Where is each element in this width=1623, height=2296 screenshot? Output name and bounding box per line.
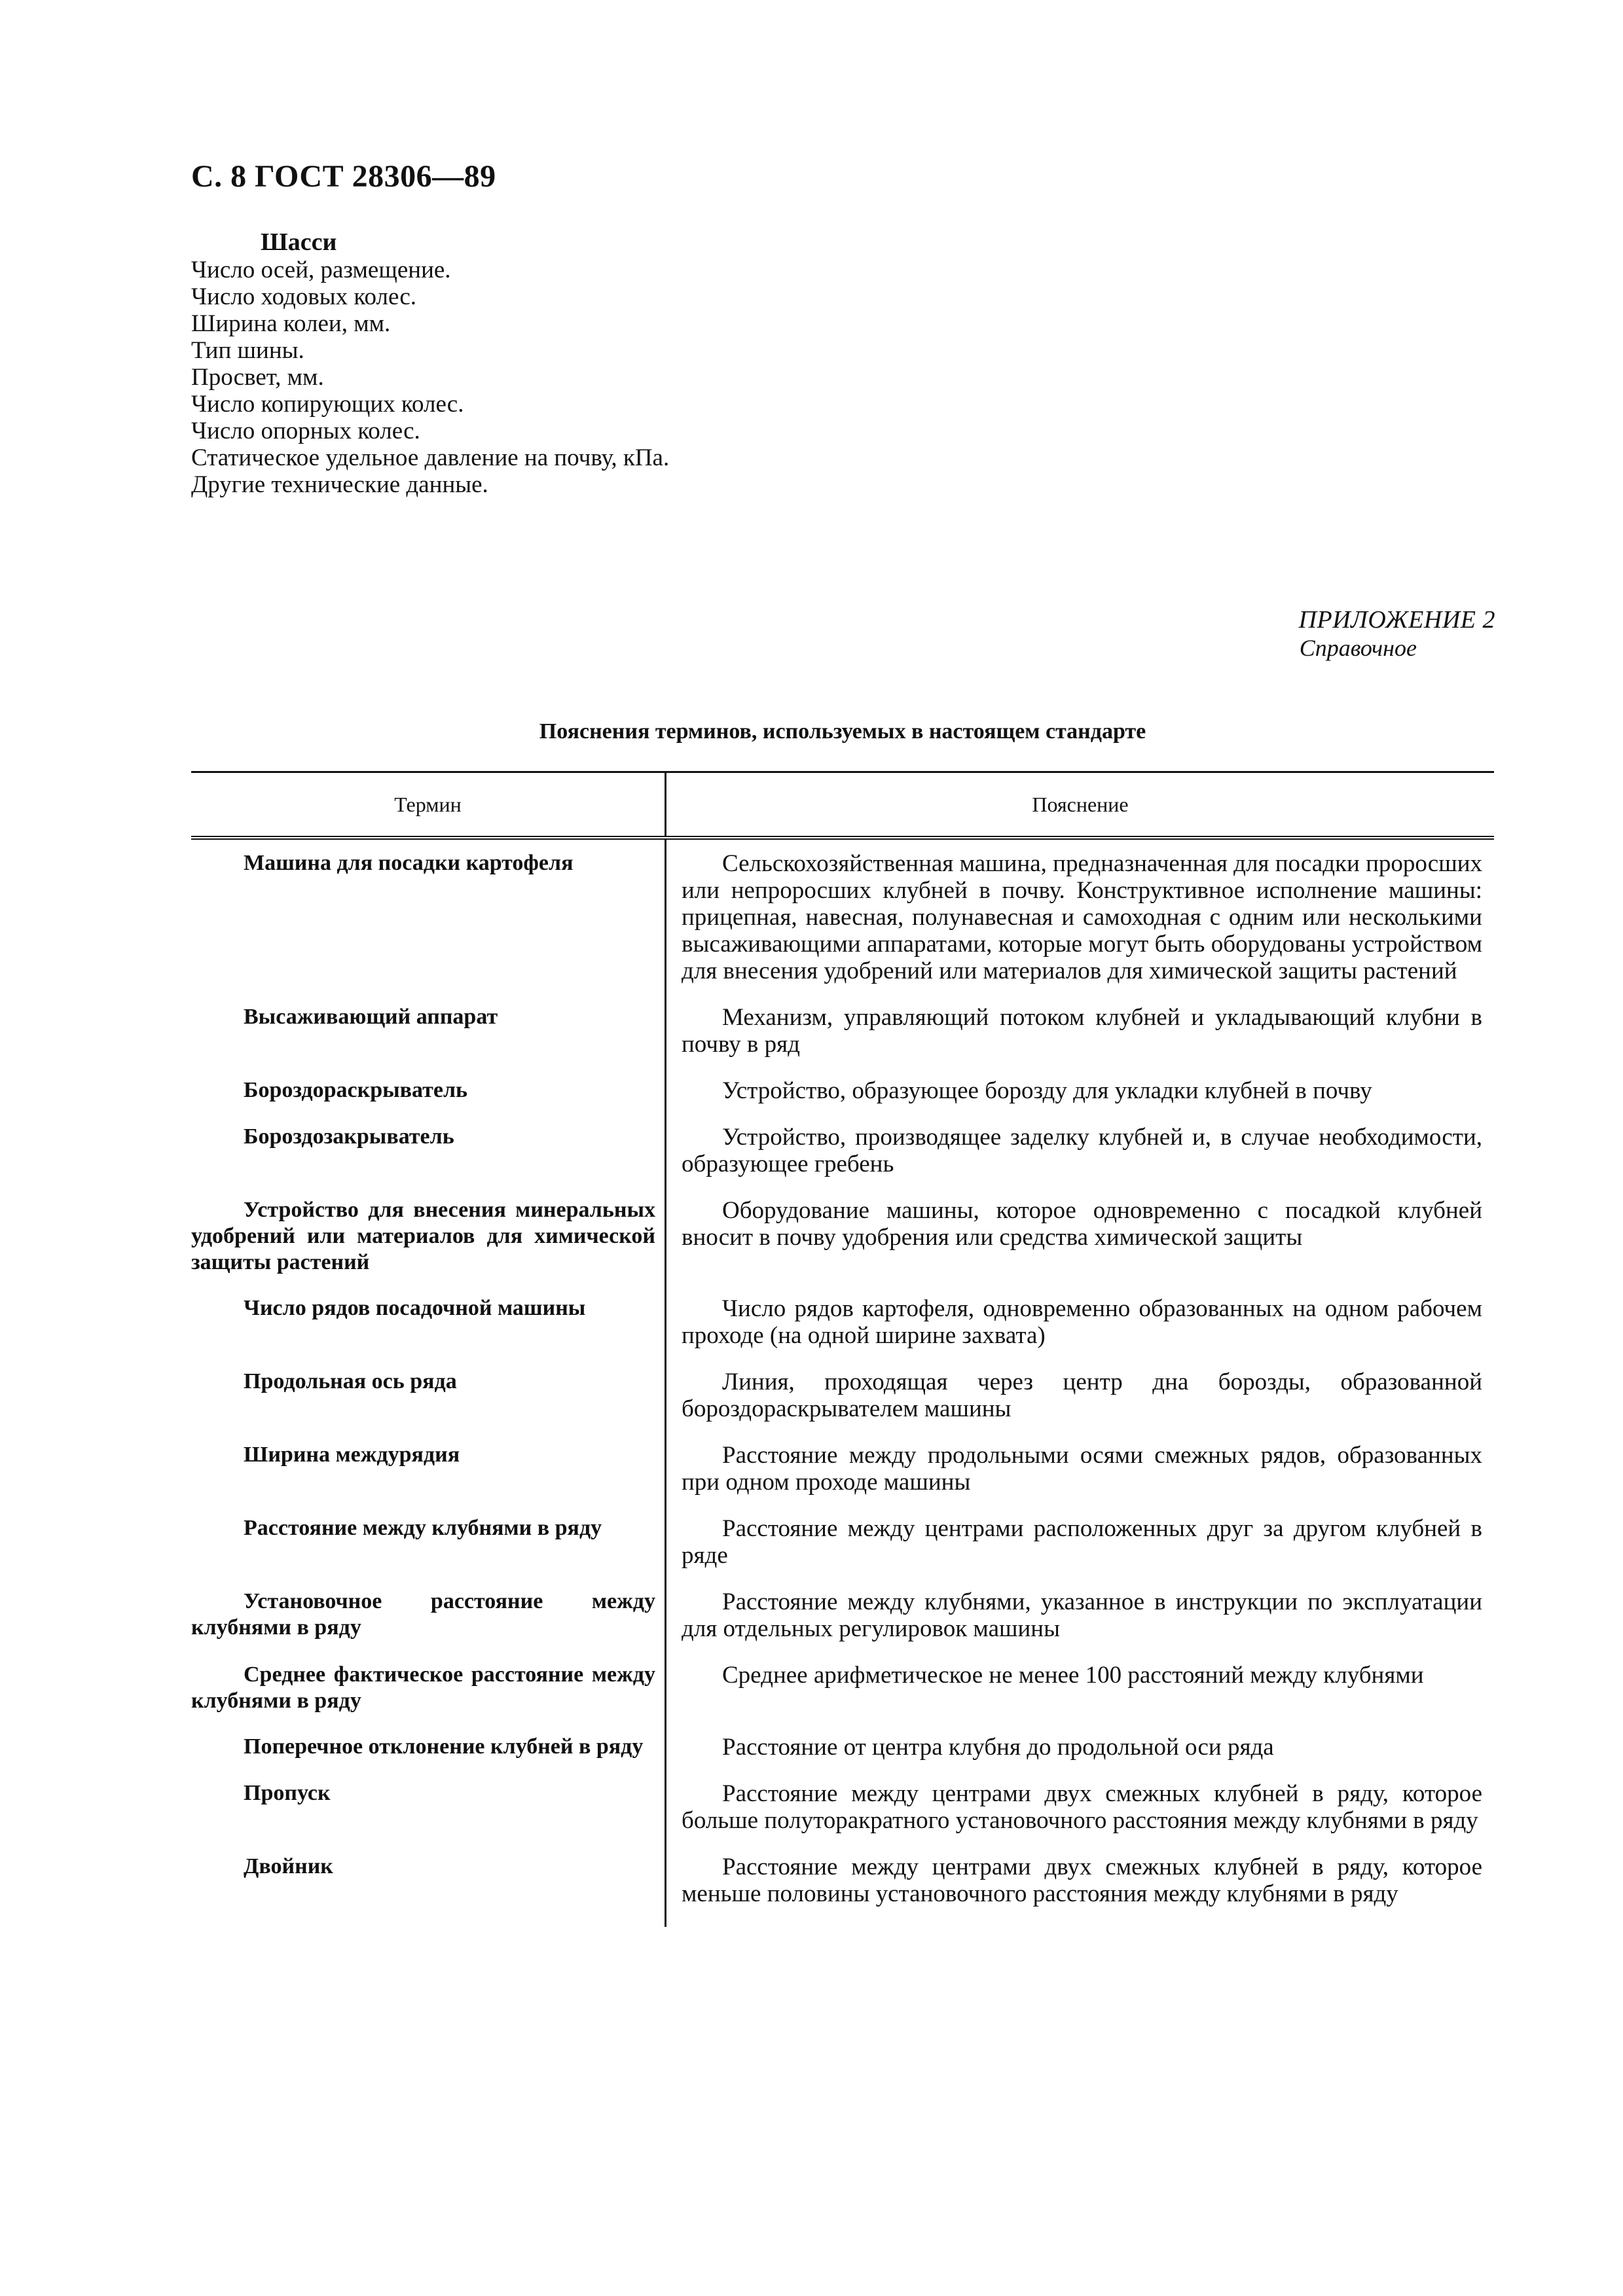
table-row: [191, 1854, 1494, 1927]
term-cell: Высаживающий аппарат: [244, 1005, 498, 1029]
term-cell: Поперечное отклонение клубней в ряду: [244, 1734, 644, 1759]
table-row: [191, 840, 1494, 1004]
term-cell: Бороздораскрыватель: [244, 1078, 468, 1102]
explanation-cell: Устройство, образующее борозду для укладки клубней в почву: [722, 1077, 1372, 1104]
explanation-cell: Механизм, управляющий потоком клубней и укладывающий клубни в почву в ряд: [682, 1004, 1482, 1058]
table-title: Пояснения терминов, используемых в настоящем стандарте: [539, 719, 1146, 744]
explanation-cell: Число рядов картофеля, одновременно образованных на одном рабочем проходе (на одной ширине захвата): [682, 1295, 1482, 1349]
table-row: [191, 1295, 1494, 1369]
appendix-title: ПРИЛОЖЕНИЕ 2: [1298, 606, 1495, 634]
table-row: [191, 1369, 1494, 1442]
table-row: [191, 1442, 1494, 1515]
explanation-cell: Расстояние между центрами двух смежных клубней в ряду, которое меньше половины установочного расстояния между клубнями в ряду: [682, 1854, 1482, 1907]
table-row: [191, 1662, 1494, 1734]
table-row: [191, 1077, 1494, 1124]
explanation-cell: Линия, проходящая через центр дна борозды, образованной бороздораскрывателем машины: [682, 1369, 1482, 1422]
chassis-title: Шасси: [261, 228, 337, 256]
table-body: [191, 840, 1494, 1927]
explanation-cell: Сельскохозяйственная машина, предназначенная для посадки проросших или непроросших клубней в почву. Конструктивное исполнение машины: прицепная, навесная, полунавесная и самоходная с одним или несколькими высаживающими аппаратами, которые могут быть оборудованы устройством для внесения удобрений или материалов для химической защиты растений: [682, 850, 1483, 984]
term-cell: Среднее фактическое расстояние между клубнями в ряду: [191, 1662, 655, 1713]
terms-table: [191, 771, 1494, 1927]
table-header-row: [191, 773, 1494, 840]
term-cell: Устройство для внесения минеральных удобрений или материалов для химической защиты растений: [191, 1198, 655, 1274]
explanation-cell: Среднее арифметическое не менее 100 расстояний между клубнями: [722, 1662, 1424, 1689]
term-cell: Пропуск: [244, 1781, 331, 1805]
table-row: [191, 1780, 1494, 1854]
term-cell: Расстояние между клубнями в ряду: [244, 1516, 602, 1540]
explanation-cell: Расстояние между центрами расположенных друг за другом клубней в ряде: [682, 1515, 1482, 1569]
term-cell: Число рядов посадочной машины: [244, 1296, 586, 1320]
chassis-item: Число осей, размещение.: [191, 257, 451, 283]
chassis-item: Число копирующих колес.: [191, 391, 464, 418]
explanation-cell: Расстояние между центрами двух смежных клубней в ряду, которое больше полуторакратного установочного расстояния между клубнями в ряду: [682, 1780, 1482, 1834]
table-row: [191, 1004, 1494, 1077]
explanation-cell: Оборудование машины, которое одновременно с посадкой клубней вносит в почву удобрения или средства химической защиты: [682, 1197, 1482, 1251]
explanation-cell: Расстояние от центра клубня до продольной оси ряда: [722, 1734, 1274, 1761]
table-row: [191, 1124, 1494, 1197]
column-header-explanation: Пояснение: [1032, 792, 1129, 816]
chassis-item: Другие технические данные.: [191, 471, 488, 498]
chassis-item: Тип шины.: [191, 337, 304, 364]
table-row: [191, 1515, 1494, 1588]
term-cell: Ширина междурядия: [244, 1443, 460, 1467]
page-header: С. 8 ГОСТ 28306—89: [191, 159, 496, 194]
chassis-item: Просвет, мм.: [191, 364, 324, 391]
chassis-item: Ширина колеи, мм.: [191, 310, 391, 337]
term-cell: Двойник: [244, 1854, 333, 1878]
term-cell: Установочное расстояние между клубнями в ряду: [191, 1589, 655, 1640]
term-cell: Бороздозакрыватель: [244, 1124, 454, 1149]
table-row: [191, 1734, 1494, 1780]
column-header-term: Термин: [191, 773, 666, 836]
chassis-section: [191, 228, 1108, 498]
explanation-cell: Расстояние между клубнями, указанное в инструкции по эксплуатации для отдельных регулировок машины: [682, 1588, 1482, 1642]
chassis-item: Статическое удельное давление на почву, кПа.: [191, 444, 670, 471]
table-row: [191, 1588, 1494, 1662]
table-row: [191, 1197, 1494, 1295]
term-cell: Машина для посадки картофеля: [244, 851, 574, 875]
chassis-item: Число ходовых колес.: [191, 283, 417, 310]
chassis-list: [191, 257, 1108, 498]
appendix-label: [1299, 605, 1495, 662]
explanation-cell: Расстояние между продольными осями смежных рядов, образованных при одном проходе машины: [682, 1442, 1482, 1496]
explanation-cell: Устройство, производящее заделку клубней и, в случае необходимости, образующее гребень: [682, 1124, 1482, 1177]
appendix-subtitle: Справочное: [1299, 635, 1417, 661]
chassis-item: Число опорных колес.: [191, 418, 420, 444]
term-cell: Продольная ось ряда: [244, 1369, 457, 1393]
